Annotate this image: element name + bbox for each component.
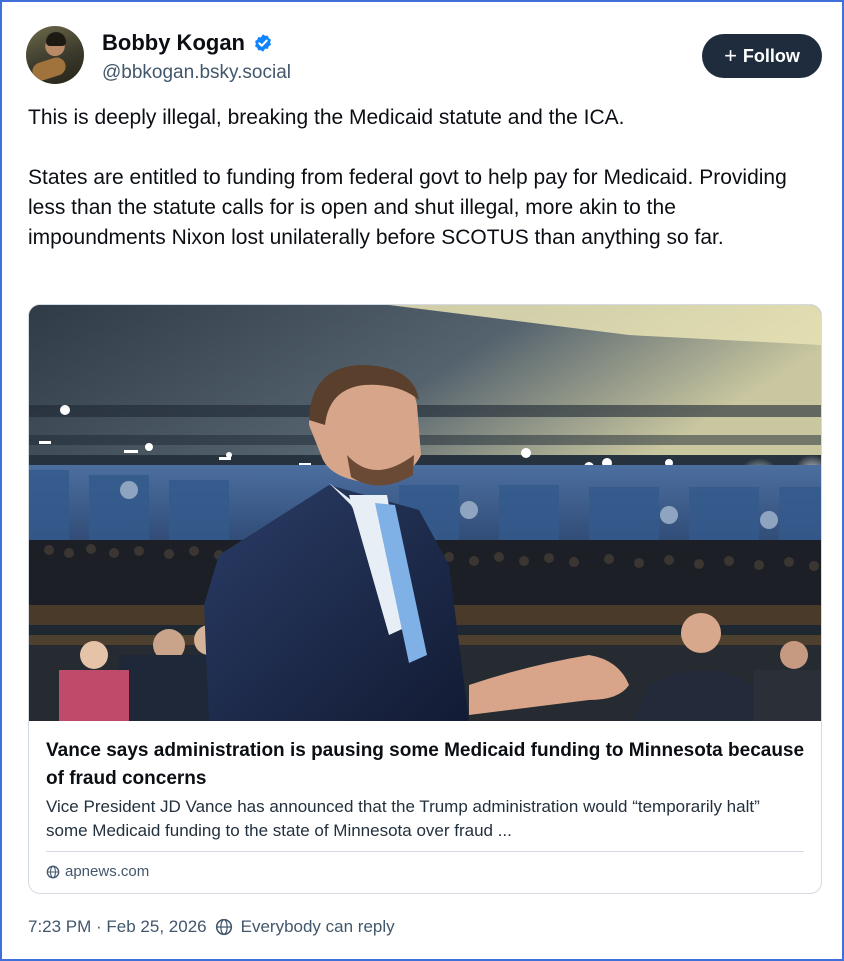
verified-badge-icon[interactable]: [253, 33, 273, 53]
link-preview-card[interactable]: [28, 304, 822, 894]
link-preview-image: [29, 305, 821, 721]
link-card-domain: apnews.com: [65, 863, 150, 880]
avatar-guitar: [30, 55, 68, 83]
follow-button-label: Follow: [742, 45, 800, 66]
author-display-name[interactable]: Bobby Kogan: [102, 30, 245, 55]
post-paragraph: This is deeply illegal, breaking the Medicaid statute and the ICA.: [28, 106, 625, 129]
post-paragraph: States are entitled to funding from federal govt to help pay for Medicaid. Providing less than the statute calls for is open and shut illegal, more akin to the impoundments Nixon lost unilaterally before SCOTUS than anything so far.: [28, 166, 787, 249]
post-timestamp[interactable]: 7:23 PM · Feb 25, 2026: [28, 917, 207, 936]
globe-icon: [46, 865, 60, 879]
follow-button[interactable]: [702, 34, 822, 78]
post-text: [28, 103, 818, 253]
link-card-description: Vice President JD Vance has announced that the Trump administration would “temporarily halt” some Medicaid funding to the state of Minnesota over fraud ...: [46, 797, 760, 840]
divider: [46, 851, 804, 852]
author-name-row[interactable]: [102, 30, 273, 56]
author-handle[interactable]: @bbkogan.bsky.social: [102, 62, 291, 83]
link-card-title[interactable]: Vance says administration is pausing some Medicaid funding to Minnesota because of fraud concerns: [46, 740, 805, 789]
link-card-domain-row: [46, 863, 149, 880]
avatar[interactable]: [26, 26, 84, 84]
avatar-hair: [46, 32, 66, 46]
plus-icon: +: [724, 43, 737, 68]
globe-reply-icon: [215, 918, 233, 936]
reply-setting: Everybody can reply: [240, 917, 395, 936]
post-footer: [28, 917, 395, 937]
